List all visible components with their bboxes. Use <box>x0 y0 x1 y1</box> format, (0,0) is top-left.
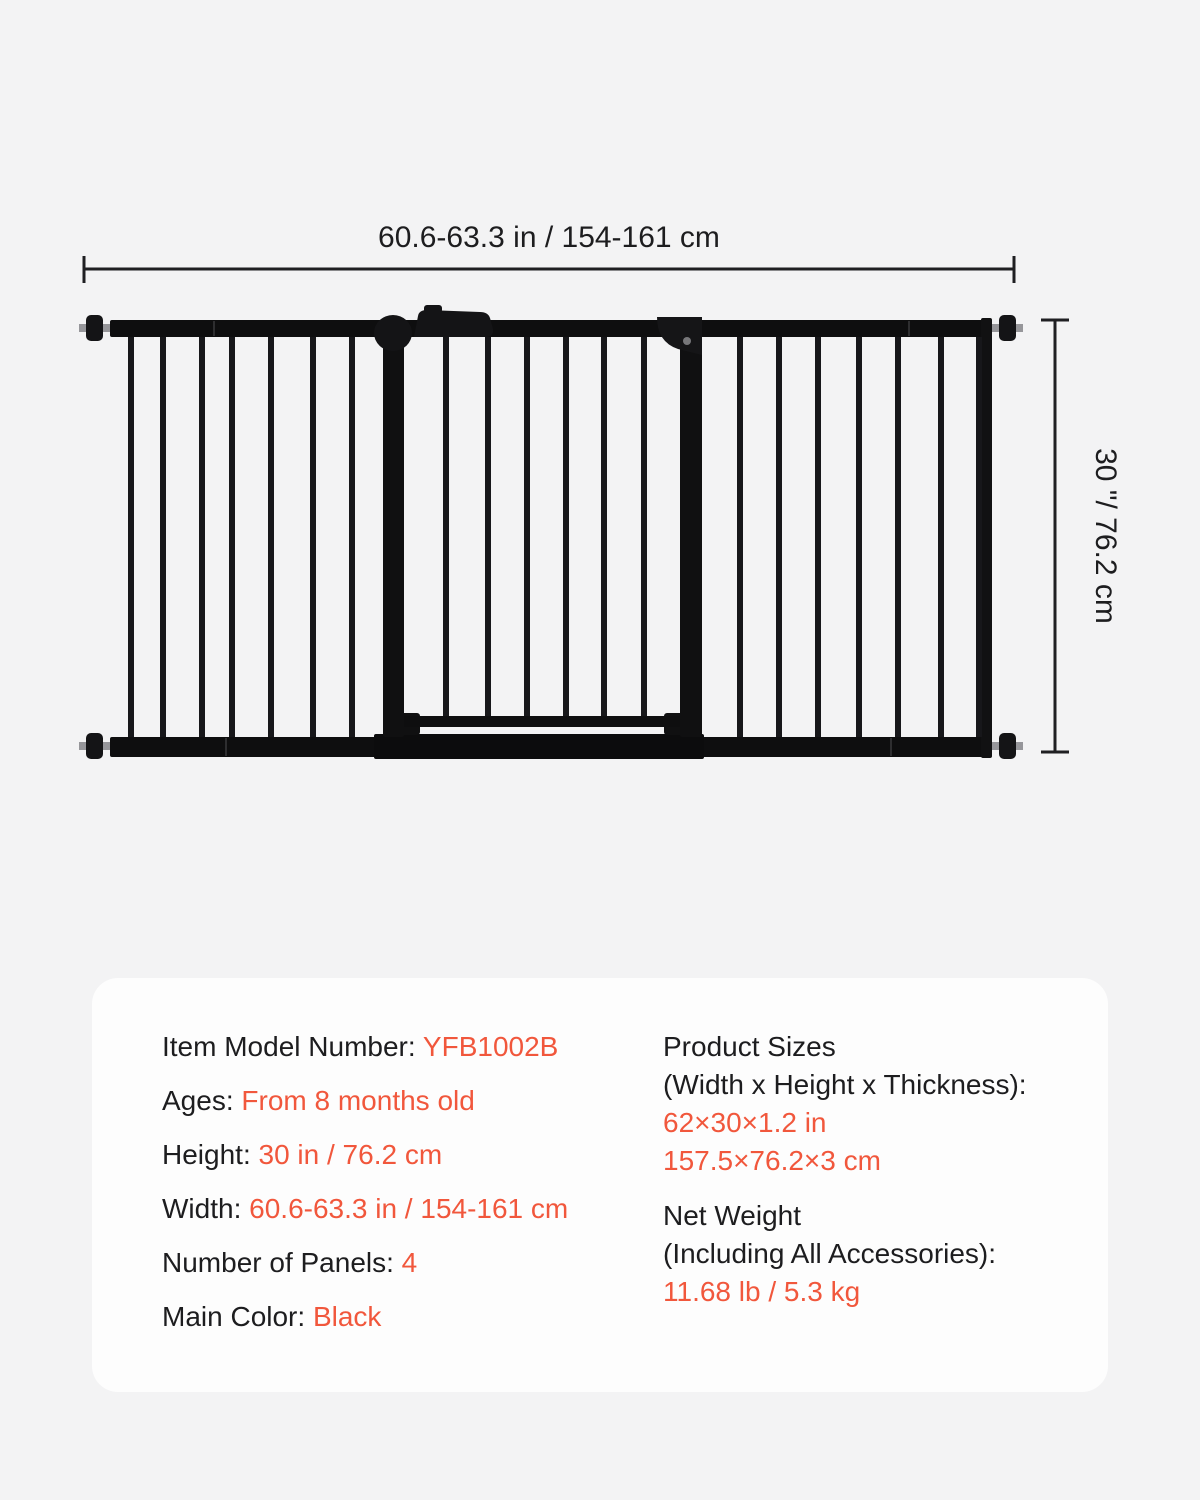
gate-right-end-post <box>981 318 992 758</box>
gate-illustration <box>79 305 1023 759</box>
gate-top-rail <box>110 320 992 337</box>
spec-label: Height: <box>162 1139 251 1170</box>
spec-block-net-weight <box>663 1197 1027 1311</box>
mount-knob-top-right <box>992 315 1023 341</box>
latch-post <box>680 322 702 737</box>
mount-knob-top-left <box>79 315 110 341</box>
latch-bracket <box>657 317 702 355</box>
spec-row-model <box>162 1032 568 1062</box>
gate-bar <box>976 337 982 737</box>
gate-bar <box>485 337 491 716</box>
width-dimension-label: 60.6-63.3 in / 154-161 cm <box>378 221 720 254</box>
spec-right-column <box>663 1028 1027 1328</box>
gate-bar <box>310 337 316 737</box>
door-handle <box>414 305 493 337</box>
hinge-disc <box>374 315 412 351</box>
door-bars <box>443 337 647 716</box>
gate-bar <box>601 337 607 716</box>
gate-bar <box>268 337 274 737</box>
gate-bar <box>938 337 944 737</box>
spec-block-product-sizes <box>663 1028 1027 1180</box>
spec-card <box>92 978 1108 1392</box>
spec-value: 62×30×1.2 in <box>663 1107 827 1138</box>
spec-row-color <box>162 1302 568 1332</box>
gate-bar <box>776 337 782 737</box>
gate-bar <box>641 337 647 716</box>
handle-body <box>414 310 493 337</box>
gate-bar <box>160 337 166 737</box>
knob-disc <box>86 315 103 341</box>
gate-bar <box>199 337 205 737</box>
knob-disc <box>999 315 1016 341</box>
knob-disc <box>999 733 1016 759</box>
gate-bar <box>524 337 530 716</box>
knob-tip <box>1016 742 1023 750</box>
door-bottom-rail <box>403 716 688 727</box>
spec-subtitle: (Including All Accessories): <box>663 1238 997 1269</box>
spec-value: From 8 months old <box>241 1085 475 1116</box>
spec-value: 157.5×76.2×3 cm <box>663 1145 881 1176</box>
spec-value: 4 <box>401 1247 418 1278</box>
gate-bars <box>128 337 982 737</box>
knob-tip <box>79 324 86 332</box>
gate-bar <box>856 337 862 737</box>
hinge-post <box>383 330 404 737</box>
gate-bottom-rail-center-section <box>374 734 704 759</box>
gate-bar <box>563 337 569 716</box>
spec-value: Black <box>312 1301 382 1332</box>
knob-disc <box>86 733 103 759</box>
latch-bracket-screw <box>683 337 691 345</box>
mount-knob-bottom-right <box>992 733 1023 759</box>
spec-title: Product Sizes <box>663 1031 836 1062</box>
knob-stem <box>103 742 110 750</box>
gate-door <box>398 337 688 735</box>
spec-label: Number of Panels: <box>162 1247 394 1278</box>
gate-bar <box>443 337 449 716</box>
gate-bar <box>128 337 134 737</box>
spec-value: 11.68 lb / 5.3 kg <box>663 1276 861 1307</box>
spec-left-column <box>162 1032 568 1356</box>
height-dimension-label: 30 "/ 76.2 cm <box>1089 448 1122 624</box>
height-dimension <box>1041 320 1069 752</box>
knob-tip <box>1016 324 1023 332</box>
spec-row-ages <box>162 1086 568 1116</box>
gate-bar <box>895 337 901 737</box>
gate-bar <box>229 337 235 737</box>
spec-label: Ages: <box>162 1085 234 1116</box>
knob-stem <box>992 742 999 750</box>
mount-knob-bottom-left <box>79 733 110 759</box>
gate-bar <box>737 337 743 737</box>
width-dimension <box>84 256 1014 283</box>
gate-bar <box>815 337 821 737</box>
spec-row-width <box>162 1194 568 1224</box>
spec-label: Main Color: <box>162 1301 306 1332</box>
rail-seams <box>213 321 910 756</box>
spec-title: Net Weight <box>663 1200 801 1231</box>
spec-row-height <box>162 1140 568 1170</box>
spec-value: 60.6-63.3 in / 154-161 cm <box>249 1193 569 1224</box>
knob-tip <box>79 742 86 750</box>
gate-bar <box>349 337 355 737</box>
spec-value: YFB1002B <box>422 1031 559 1062</box>
spec-subtitle: (Width x Height x Thickness): <box>663 1069 1027 1100</box>
spec-label: Item Model Number: <box>162 1031 416 1062</box>
knob-stem <box>992 324 999 332</box>
spec-label: Width: <box>162 1193 242 1224</box>
knob-stem <box>103 324 110 332</box>
spec-row-panels <box>162 1248 568 1278</box>
spec-value: 30 in / 76.2 cm <box>258 1139 443 1170</box>
